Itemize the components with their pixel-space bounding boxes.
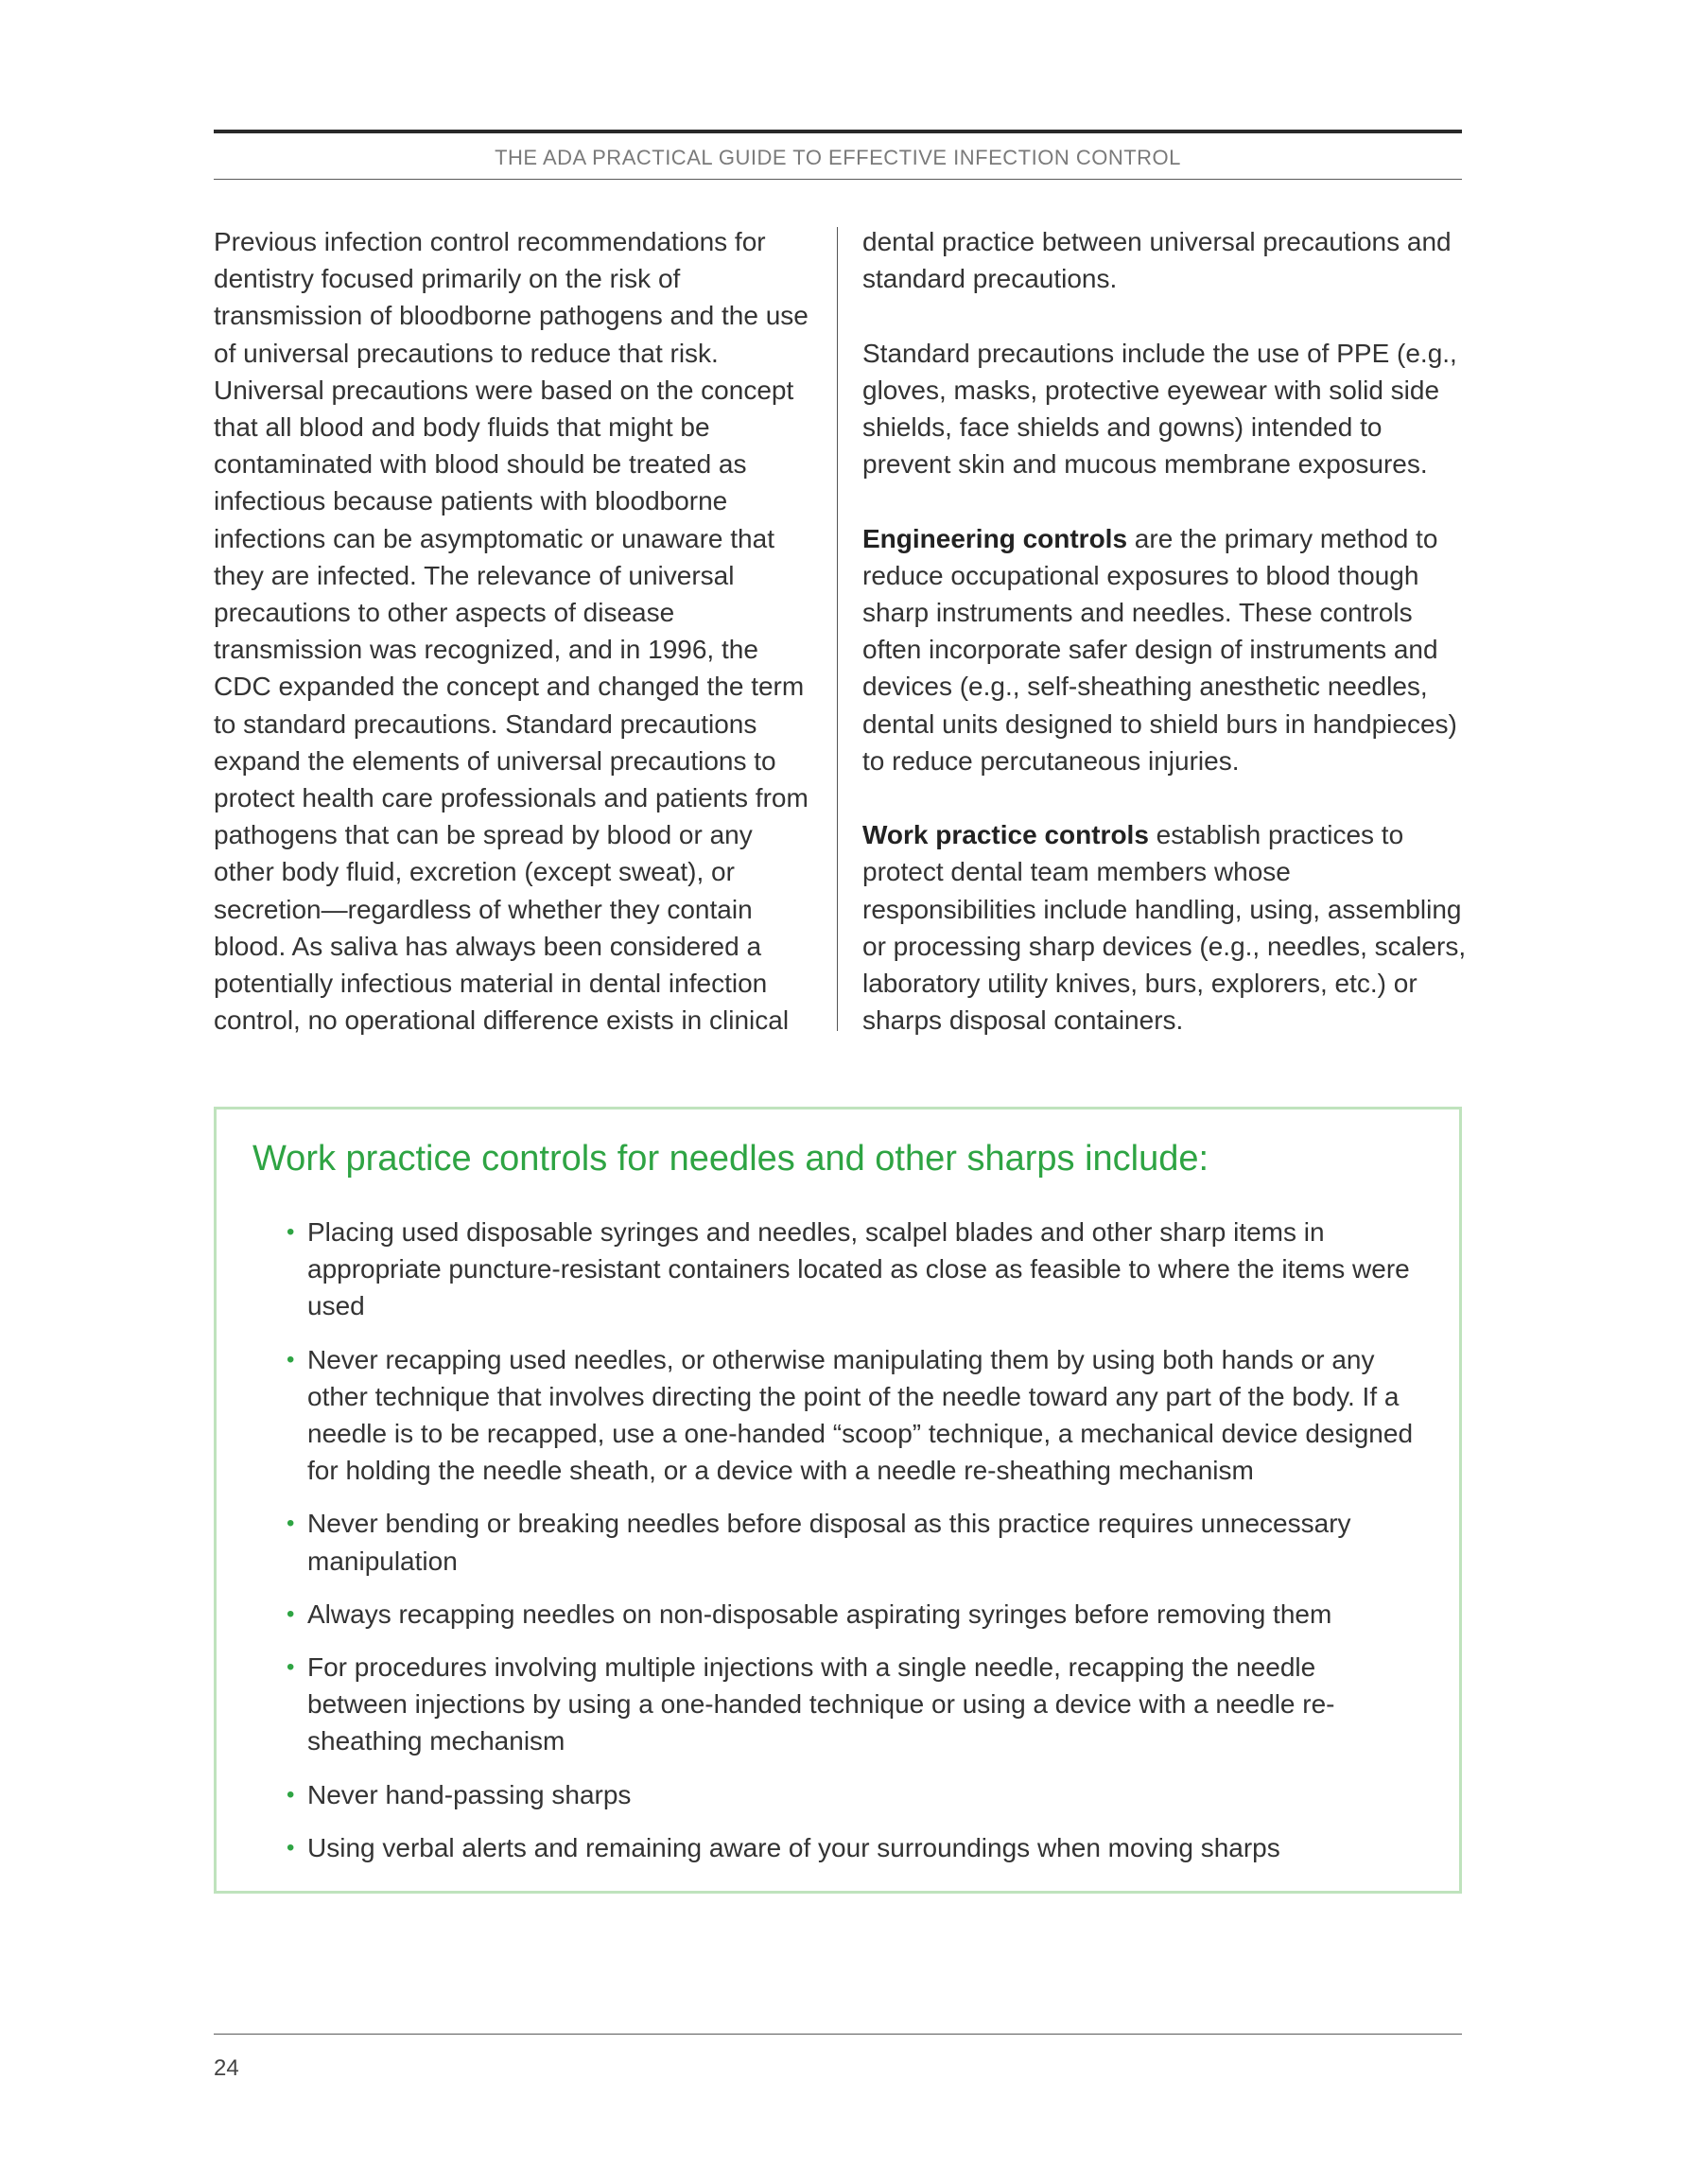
list-item-text: Never bending or breaking needles before disposal as this practice requires unnecessary manipulation [307,1509,1351,1576]
list-item [287,1776,1421,1813]
list-item [287,1649,1421,1760]
list-item-text: Never recapping used needles, or otherwise manipulating them by using both hands or any other technique that involves directing the point of the needle toward any part of the body. If a needle is to be recapped, use a one-handed “scoop” technique, a mechanical device designed for holding the needle sheath, or a device with a needle re-sheathing mechanism [307,1344,1414,1486]
body-paragraph [862,520,1468,779]
bullet-icon: • [287,1654,295,1681]
left-column [214,223,819,1039]
list-item-text: Placing used disposable syringes and needles, scalpel blades and other sharp items in appropriate puncture-resistant containers located as close as feasible to where the items were used [307,1217,1410,1321]
bullet-icon: • [287,1781,295,1808]
list-item [287,1596,1421,1633]
page-number: 24 [214,2055,239,2081]
body-paragraph: Previous infection control recommendations for dentistry focused primarily on the risk of transmission of bloodborne pathogens and the use of universal precautions to reduce that risk. Universal precautions were based on the concept that all blood and body fluids that might be contaminated with blood should be treated as infectious because patients with bloodborne infections can be asymptomatic or unaware that they are infected. The relevance of universal precautions to other aspects of disease transmission was recognized, and in 1996, the CDC expanded the concept and changed the term to standard precautions. Standard precautions expand the elements of universal precautions to protect health care professionals and patients from pathogens that can be spread by blood or any other body fluid, excretion (except sweat), or secretion—regardless of whether they contain blood. As saliva has always been considered a potentially infectious material in dental infection control, no operational difference exists in clinical [214,227,809,1036]
bullet-icon: • [287,1219,295,1245]
bullet-icon: • [287,1834,295,1861]
list-item [287,1505,1421,1579]
right-column [862,223,1468,1076]
callout-box [214,1107,1462,1894]
list-item-text: For procedures involving multiple injections with a single needle, recapping the needle between injections by using a one-handed technique or using a device with a needle re-sheathing mechanism [307,1652,1335,1756]
bullet-icon: • [287,1346,295,1372]
callout-list [287,1214,1421,1882]
body-paragraph: dental practice between universal precautions and standard precautions. [862,227,1452,294]
running-header: THE ADA PRACTICAL GUIDE TO EFFECTIVE INFECTION CONTROL [495,146,1181,169]
column-divider [837,227,838,1031]
body-paragraph: Standard precautions include the use of PPE (e.g., gloves, masks, protective eyewear with solid side shields, face shields and gowns) intended to prevent skin and mucous membrane exposures. [862,338,1457,480]
header-top-rule [214,130,1462,133]
footer-rule [214,2034,1462,2035]
header-bottom-rule [214,179,1462,180]
list-item-text: Using verbal alerts and remaining aware of your surroundings when moving sharps [307,1832,1280,1862]
bullet-icon: • [287,1600,295,1627]
list-item [287,1214,1421,1325]
list-item-text: Never hand-passing sharps [307,1779,632,1809]
bullet-icon: • [287,1511,295,1537]
list-item-text: Always recapping needles on non-disposable aspirating syringes before removing them [307,1599,1332,1629]
engineering-controls-text: are the primary method to reduce occupational exposures to blood though sharp instruments and needles. These controls often incorporate safer design of instruments and devices (e.g., self-sheathing anesthetic needles, dental units designed to shield burs in handpieces) to reduce percutaneous injuries. [862,523,1457,776]
body-paragraph [862,816,1468,1039]
work-practice-controls-lead: Work practice controls [862,820,1149,850]
list-item [287,1829,1421,1866]
engineering-controls-lead: Engineering controls [862,523,1128,553]
list-item [287,1341,1421,1490]
callout-title: Work practice controls for needles and other sharps include: [252,1139,1209,1179]
work-practice-controls-text: establish practices to protect dental team members whose responsibilities include handling, using, assembling or processing sharp devices (e.g., needles, scalers, laboratory utility knives, burs, explorers, etc.) or sharps disposal containers. [862,820,1467,1036]
